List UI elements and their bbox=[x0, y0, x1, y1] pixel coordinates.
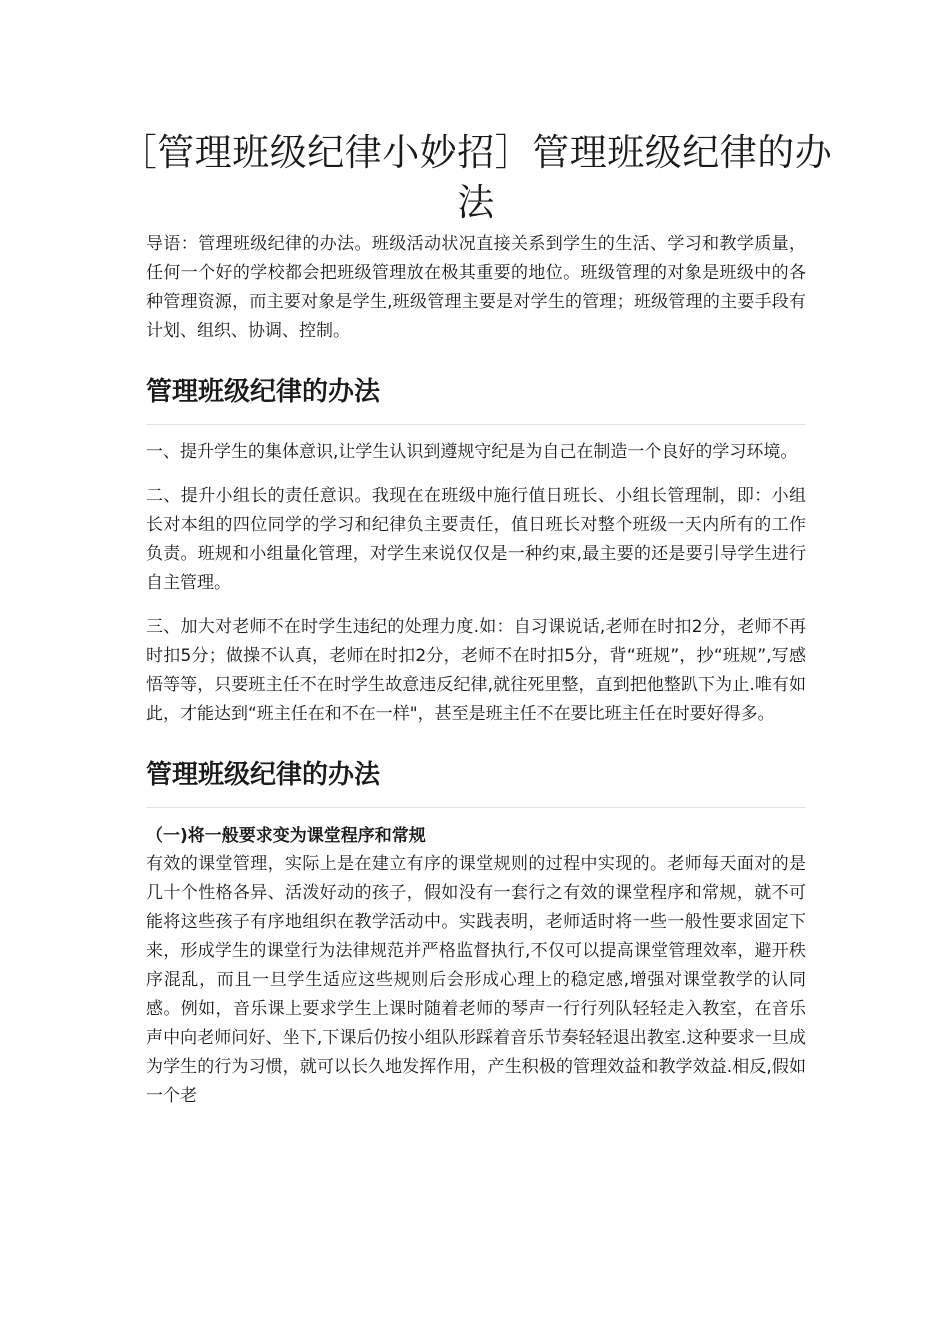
section-divider bbox=[146, 424, 806, 425]
section-heading-1: 管理班级纪律的办法 bbox=[146, 377, 381, 407]
subsection-heading: （一)将一般要求变为课堂程序和常规 bbox=[146, 826, 426, 846]
section-heading-2: 管理班级纪律的办法 bbox=[146, 760, 381, 790]
section-divider bbox=[146, 807, 806, 808]
document-title: ［管理班级纪律小妙招］管理班级纪律的办法 bbox=[119, 131, 833, 224]
body-paragraph: 有效的课堂管理，实际上是在建立有序的课堂规则的过程中实现的。老师每天面对的是几十个性格各异、活泼好动的孩子，假如没有一套行之有效的课堂程序和常规，就不可能将这些孩子有序地组织在教学活动中。实践表明，老师适时将一些一般性要求固定下来，形成学生的课堂行为法律规范并严格监督执行,不仅可以提高课堂管理效率，避开秩序混乱，而且一旦学生适应这些规则后会形成心理上的稳定感,增强对课堂教学的认同感。例如，音乐课上要求学生上课时随着老师的琴声一行行列队轻轻走入教室，在音乐声中向老师问好、坐下,下课后仍按小组队形踩着音乐节奏轻轻退出教室.这种要求一旦成为学生的行为习惯，就可以长久地发挥作用，产生积极的管理效益和教学效益.相反,假如一个老 bbox=[146, 854, 806, 1106]
list-item: 二、提升小组长的责任意识。我现在在班级中施行值日班长、小组长管理制，即：小组长对本组的四位同学的学习和纪律负主要责任，值日班长对整个班级一天内所有的工作负责。班规和小组量化管理，对学生来说仅仅是一种约束,最主要的还是要引导学生进行自主管理。 bbox=[146, 486, 806, 593]
document-page bbox=[119, 128, 833, 1111]
list-item: 一、提升学生的集体意识,让学生认识到遵规守纪是为自己在制造一个良好的学习环境。 bbox=[146, 442, 798, 462]
intro-paragraph: 导语：管理班级纪律的办法。班级活动状况直接关系到学生的生活、学习和教学质量，任何一个好的学校都会把班级管理放在极其重要的地位。班级管理的对象是班级中的各种管理资源，而主要对象是学生,班级管理主要是对学生的管理；班级管理的主要手段有计划、组织、协调、控制。 bbox=[146, 234, 806, 341]
list-item: 三、加大对老师不在时学生违纪的处理力度.如：自习课说话,老师在时扣2分，老师不再时扣5分；做操不认真，老师在时扣2分，老师不在时扣5分，背“班规”，抄“班规”,写感悟等等，只要班主任不在时学生故意违反纪律,就往死里整，直到把他整趴下为止.唯有如此，才能达到“班主任在和不在一样"，甚至是班主任不在要比班主任在时要好得多。 bbox=[146, 617, 806, 724]
